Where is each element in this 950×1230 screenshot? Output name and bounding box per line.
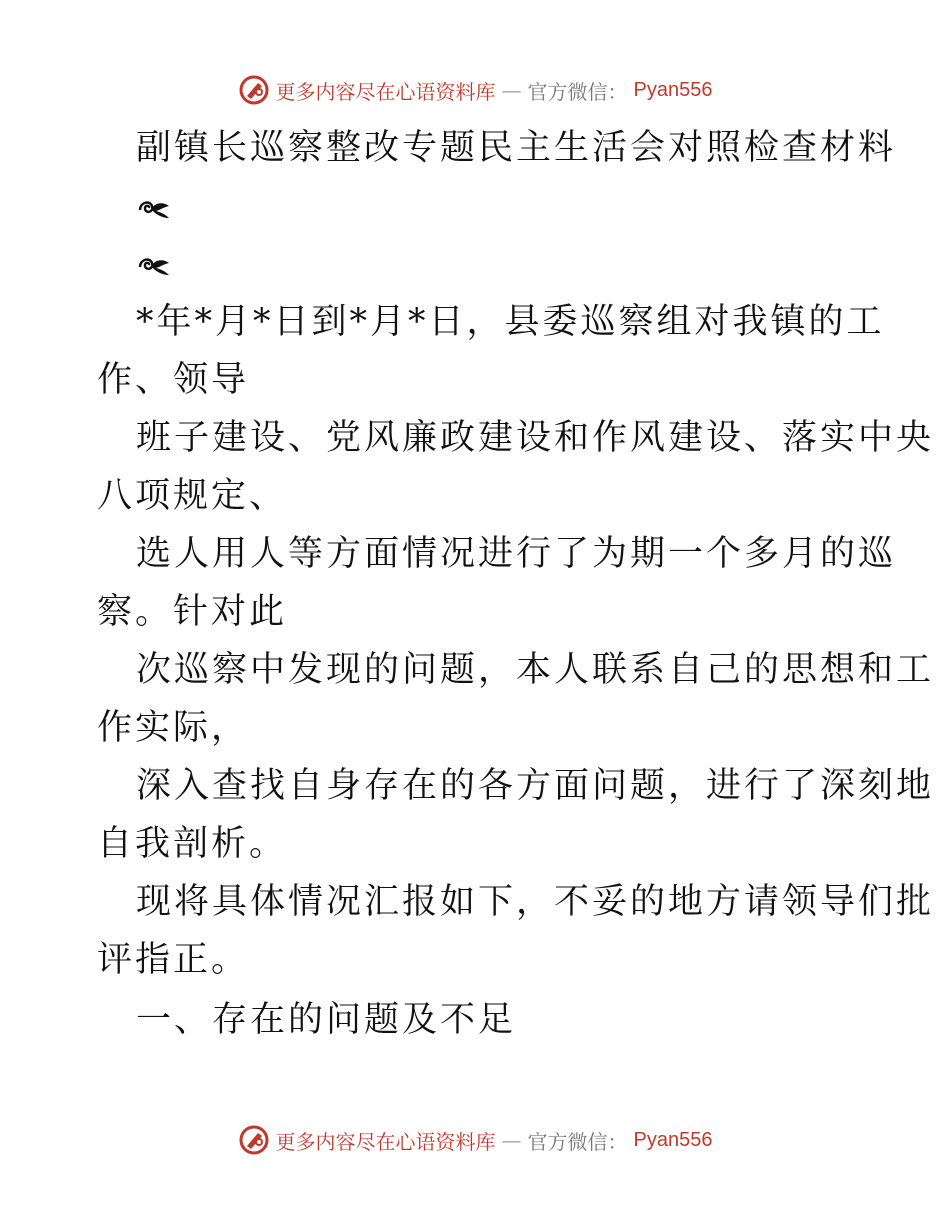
pen-logo-icon xyxy=(238,1124,270,1156)
body-line: 评指正。 xyxy=(97,940,250,980)
watermark-wechat-id: Pyan556 xyxy=(633,1128,713,1151)
watermark-wechat-id: Pyan556 xyxy=(633,78,713,101)
watermark-wechat-label: 官方微信： xyxy=(527,1129,628,1154)
watermark-wechat-label: 官方微信： xyxy=(527,79,628,104)
pen-logo-icon xyxy=(238,74,270,106)
body-line: 班子建设、党风廉政建设和作风建设、落实中央 xyxy=(136,418,935,458)
body-line: 察。针对此 xyxy=(97,592,288,632)
section-heading: 一、存在的问题及不足 xyxy=(136,1000,517,1040)
body-line: 深入查找自身存在的各方面问题，进行了深刻地 xyxy=(136,766,935,806)
body-line: *年*月*日到*月*日，县委巡察组对我镇的工 xyxy=(136,302,885,342)
footer-watermark xyxy=(0,1120,950,1160)
body-line: 自我剖析。 xyxy=(97,824,288,864)
body-line: 现将具体情况汇报如下，不妥的地方请领导们批 xyxy=(136,882,935,922)
header-watermark xyxy=(0,70,950,110)
fleuron-icon xyxy=(136,196,172,220)
watermark-brand-text: 更多内容尽在心语资料库 xyxy=(275,79,496,104)
body-line: 选人用人等方面情况进行了为期一个多月的巡 xyxy=(136,534,897,574)
watermark-separator: — xyxy=(501,78,522,102)
body-line: 次巡察中发现的问题，本人联系自己的思想和工 xyxy=(136,650,935,690)
watermark-separator: — xyxy=(501,1128,522,1152)
body-line: 作、领导 xyxy=(97,360,250,400)
body-line: 作实际， xyxy=(97,708,250,748)
body-line: 八项规定、 xyxy=(97,476,288,516)
document-title: 副镇长巡察整改专题民主生活会对照检查材料 xyxy=(136,128,897,168)
watermark-brand-text: 更多内容尽在心语资料库 xyxy=(275,1129,496,1154)
fleuron-icon xyxy=(136,253,172,277)
